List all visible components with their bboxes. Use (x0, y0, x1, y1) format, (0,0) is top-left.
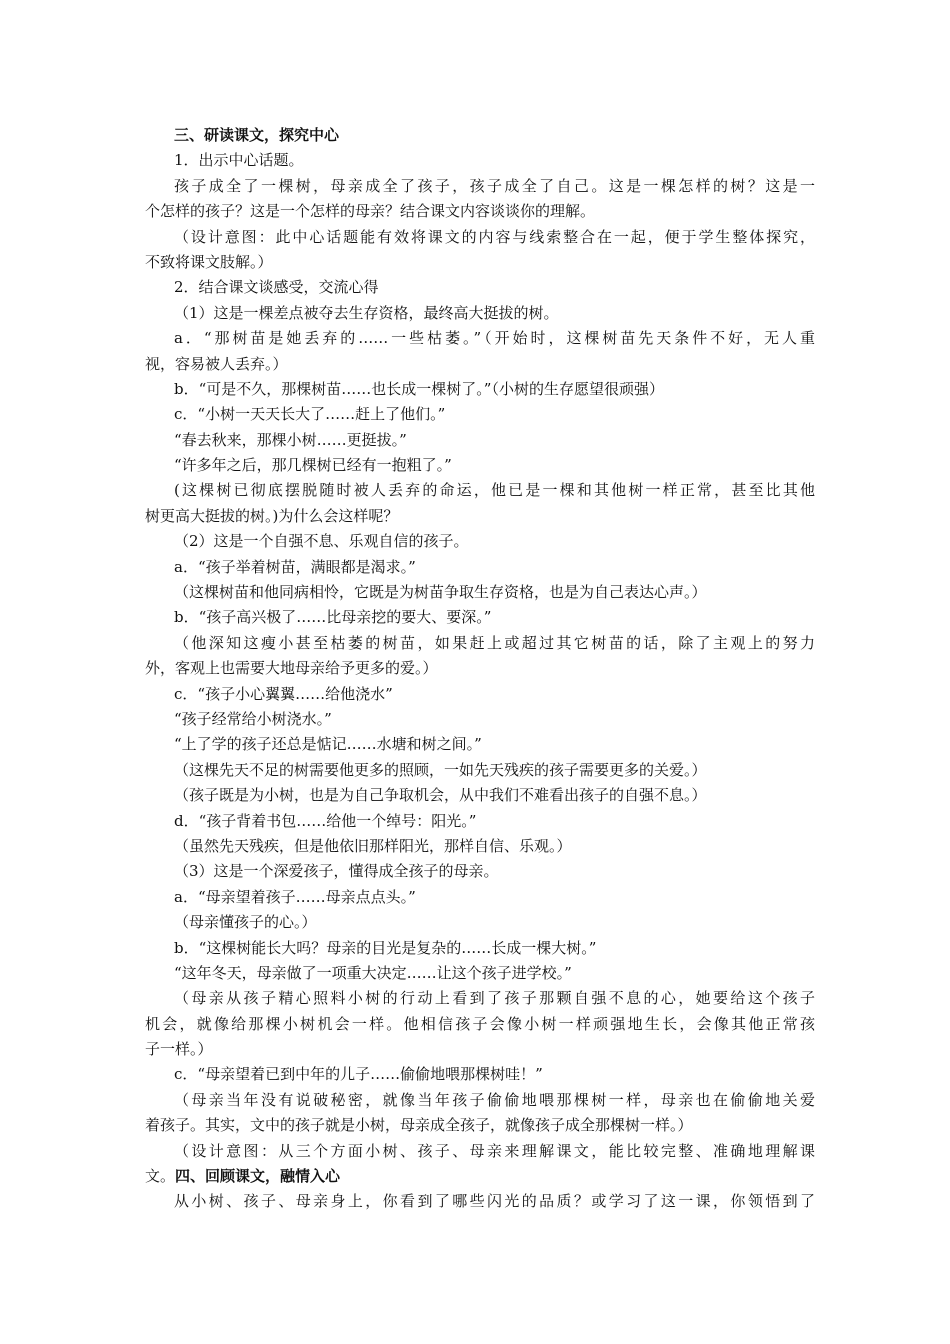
text-line: （母亲懂孩子的心。） (174, 913, 317, 932)
text-line: 2．结合课文谈感受，交流心得 (174, 278, 379, 297)
text-line: b．“这棵树能长大吗？母亲的目光是复杂的……长成一棵大树。” (174, 938, 597, 957)
text-line: “这年冬天，母亲做了一项重大决定……让这个孩子进学校。” (174, 963, 572, 982)
text-line: 着孩子。其实，文中的孩子就是小树，母亲成全孩子，就像孩子成全那棵树一样。） (145, 1116, 693, 1135)
text-line: a．“那树苗是她丢弃的……一些枯萎。”（开始时，这棵树苗先天条件不好，无人重 (174, 329, 815, 348)
text-line: （母亲从孩子精心照料小树的行动上看到了孩子那颗自强不息的心，她要给这个孩子 (174, 989, 815, 1008)
text-line: 机会，就像给那棵小树机会一样。他相信孩子会像小树一样顽强地生长，会像其他正常孩 (145, 1014, 815, 1033)
text-line: “孩子经常给小树浇水。” (174, 709, 332, 728)
text-line: （这棵先天不足的树需要他更多的照顾，一如先天残疾的孩子需要更多的关爱。） (174, 760, 707, 779)
text-line: a．“母亲望着孩子……母亲点点头。” (174, 887, 416, 906)
text-line: “许多年之后，那几棵树已经有一抱粗了。” (174, 456, 452, 475)
section-heading: 三、研读课文，探究中心 (174, 126, 340, 144)
text-line: b．“可是不久，那棵树苗……也长成一棵树了。”（小树的生存愿望很顽强） (174, 379, 664, 398)
text-line: （他深知这瘦小甚至枯萎的树苗，如果赶上或超过其它树苗的话，除了主观上的努力 (174, 633, 815, 652)
text-line: 不致将课文肢解。） (145, 252, 273, 271)
text-line: （2）这是一个自强不息、乐观自信的孩子。 (174, 532, 469, 551)
text-line: （1）这是一棵差点被夺去生存资格，最终高大挺拔的树。 (174, 303, 559, 322)
text-line: （母亲当年没有说破秘密，就像当年孩子偷偷地喂那棵树一样，母亲也在偷偷地关爱 (174, 1090, 815, 1109)
text-line: “上了学的孩子还总是惦记……水塘和树之间。” (174, 735, 482, 754)
text-line: 外，客观上也需要大地母亲给予更多的爱。） (145, 659, 438, 678)
text-fragment: 文。 (145, 1167, 176, 1186)
text-line: a．“孩子举着树苗，满眼都是渴求。” (174, 557, 416, 576)
text-line: “春去秋来，那棵小树……更挺拔。” (174, 430, 407, 449)
text-line: b．“孩子高兴极了……比母亲挖的要大、要深。” (174, 608, 492, 627)
text-line: 从小树、孩子、母亲身上，你看到了哪些闪光的品质？或学习了这一课，你领悟到了 (174, 1192, 815, 1211)
text-line: c．“母亲望着已到中年的儿子……偷偷地喂那棵树哇！” (174, 1065, 543, 1084)
text-line: （设计意图：此中心话题能有效将课文的内容与线索整合在一起，便于学生整体探究， (174, 227, 815, 246)
text-line: c．“孩子小心翼翼……给他浇水” (174, 684, 393, 703)
text-line: c．“小树一天天长大了……赶上了他们。” (174, 405, 446, 424)
text-line: (这棵树已彻底摆脱随时被人丢弃的命运，他已是一棵和其他树一样正常，甚至比其他 (174, 481, 815, 500)
text-line (145, 1164, 815, 1189)
text-line: 1．出示中心话题。 (174, 151, 304, 170)
text-line: 树更高大挺拔的树。)为什么会这样呢？ (145, 506, 399, 525)
text-line: d．“孩子背着书包……给他一个绰号：阳光。” (174, 811, 477, 830)
text-line: 孩子成全了一棵树，母亲成全了孩子，孩子成全了自己。这是一棵怎样的树？这是一 (174, 176, 815, 195)
text-line: （设计意图：从三个方面小树、孩子、母亲来理解课文，能比较完整、准确地理解课 (174, 1141, 815, 1160)
document-page (145, 123, 815, 1215)
section-heading: 四、回顾课文，融情入心 (175, 1167, 341, 1186)
text-line: （这棵树苗和他同病相怜，它既是为树苗争取生存资格，也是为自己表达心声。） (174, 583, 707, 602)
text-line: （3）这是一个深爱孩子，懂得成全孩子的母亲。 (174, 862, 499, 881)
text-line: 子一样。） (145, 1040, 213, 1059)
text-line: （虽然先天残疾，但是他依旧那样阳光，那样自信、乐观。） (174, 836, 572, 855)
text-line: （孩子既是为小树，也是为自己争取机会，从中我们不难看出孩子的自强不息。） (174, 786, 707, 805)
text-line: 个怎样的孩子？这是一个怎样的母亲？结合课文内容谈谈你的理解。 (145, 202, 596, 221)
text-line: 视，容易被人丢弃。） (145, 354, 288, 373)
